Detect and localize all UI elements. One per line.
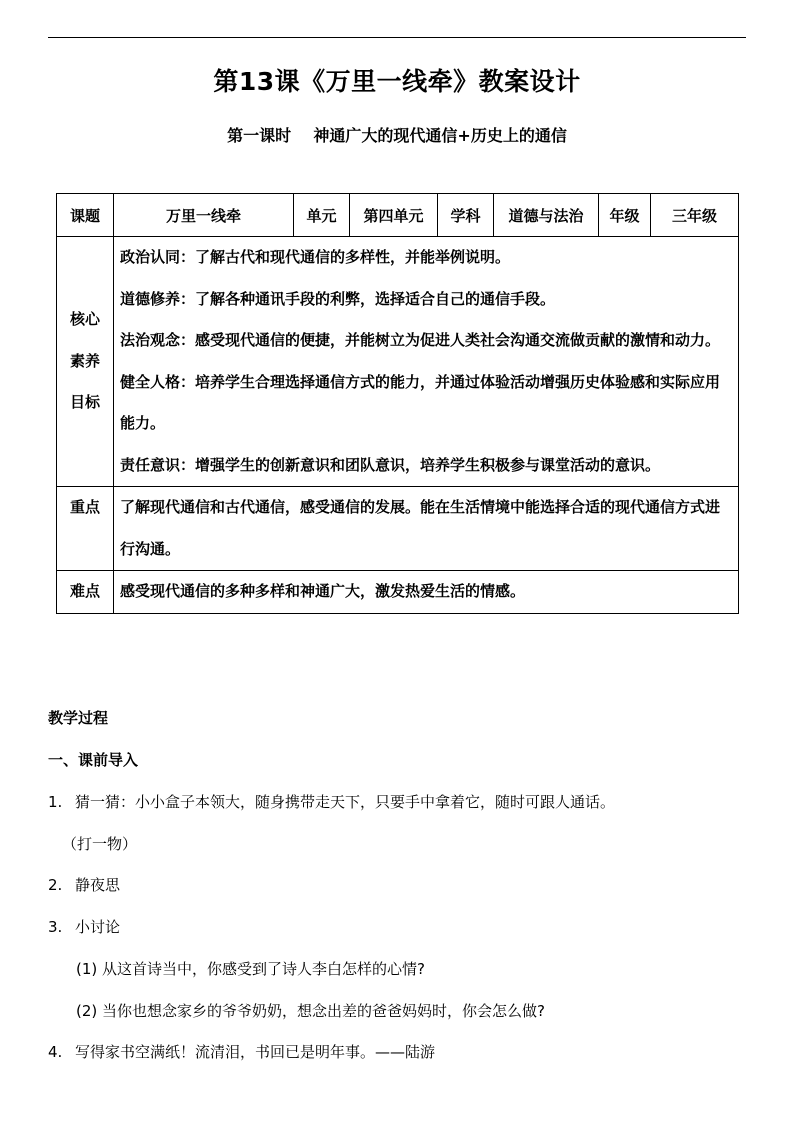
unit-label: 单元 — [294, 194, 350, 237]
process-heading: 教学过程 — [48, 709, 109, 727]
grade-value: 三年级 — [651, 194, 739, 237]
difficulty-text: 感受现代通信的多种多样和神通广大，激发热爱生活的情感。 — [114, 571, 739, 614]
page-subtitle: 第一课时 神通广大的现代通信+历史上的通信 — [227, 126, 567, 145]
goal-item: 责任意识：增强学生的创新意识和团队意识，培养学生积极参与课堂活动的意识。 — [120, 455, 661, 474]
difficulty-row — [57, 571, 739, 614]
list-item-continuation: （打一物） — [62, 835, 138, 853]
grade-label: 年级 — [599, 194, 651, 237]
key-point-row — [57, 487, 739, 571]
topic-label: 课题 — [57, 194, 114, 237]
goal-item: 健全人格：培养学生合理选择通信方式的能力，并通过体验活动增强历史体验感和实际应用能力。 — [120, 372, 721, 432]
table-header-row — [57, 194, 739, 237]
list-item: 2. 静夜思 — [48, 876, 121, 894]
unit-value: 第四单元 — [350, 194, 438, 237]
header-rule — [48, 37, 746, 38]
goal-item: 法治观念：感受现代通信的便捷，并能树立为促进人类社会沟通交流做贡献的激情和动力。 — [120, 331, 721, 349]
list-item: 1. 猜一猜：小小盒子本领大，随身携带走天下，只要手中拿着它，随时可跟人通话。 — [48, 793, 616, 811]
lesson-info-table — [56, 193, 739, 614]
section-intro-heading: 一、课前导入 — [48, 751, 139, 769]
goal-item: 道德修养：了解各种通讯手段的利弊，选择适合自己的通信手段。 — [120, 289, 556, 308]
key-point-text: 了解现代通信和古代通信，感受通信的发展。能在生活情境中能选择合适的现代通信方式进行沟通。 — [114, 487, 739, 571]
goal-item: 政治认同：了解古代和现代通信的多样性，并能举例说明。 — [120, 248, 511, 266]
list-item: 4. 写得家书空满纸！流清泪，书回已是明年事。——陆游 — [48, 1043, 436, 1061]
topic-value: 万里一线牵 — [114, 194, 294, 237]
page-title: 第13课《万里一线牵》教案设计 — [213, 67, 581, 96]
list-item: 3. 小讨论 — [48, 918, 121, 936]
subject-label: 学科 — [438, 194, 494, 237]
discussion-question: (2) 当你也想念家乡的爷爷奶奶，想念出差的爸爸妈妈时，你会怎么做? — [76, 1002, 545, 1020]
discussion-question: (1) 从这首诗当中，你感受到了诗人李白怎样的心情? — [76, 960, 425, 978]
goals-row — [57, 237, 739, 487]
subject-value: 道德与法治 — [494, 194, 599, 237]
difficulty-label: 难点 — [57, 571, 114, 614]
goals-label: 核心 素养 目标 — [57, 237, 114, 487]
key-point-label: 重点 — [57, 487, 114, 571]
goals-content — [114, 237, 739, 487]
